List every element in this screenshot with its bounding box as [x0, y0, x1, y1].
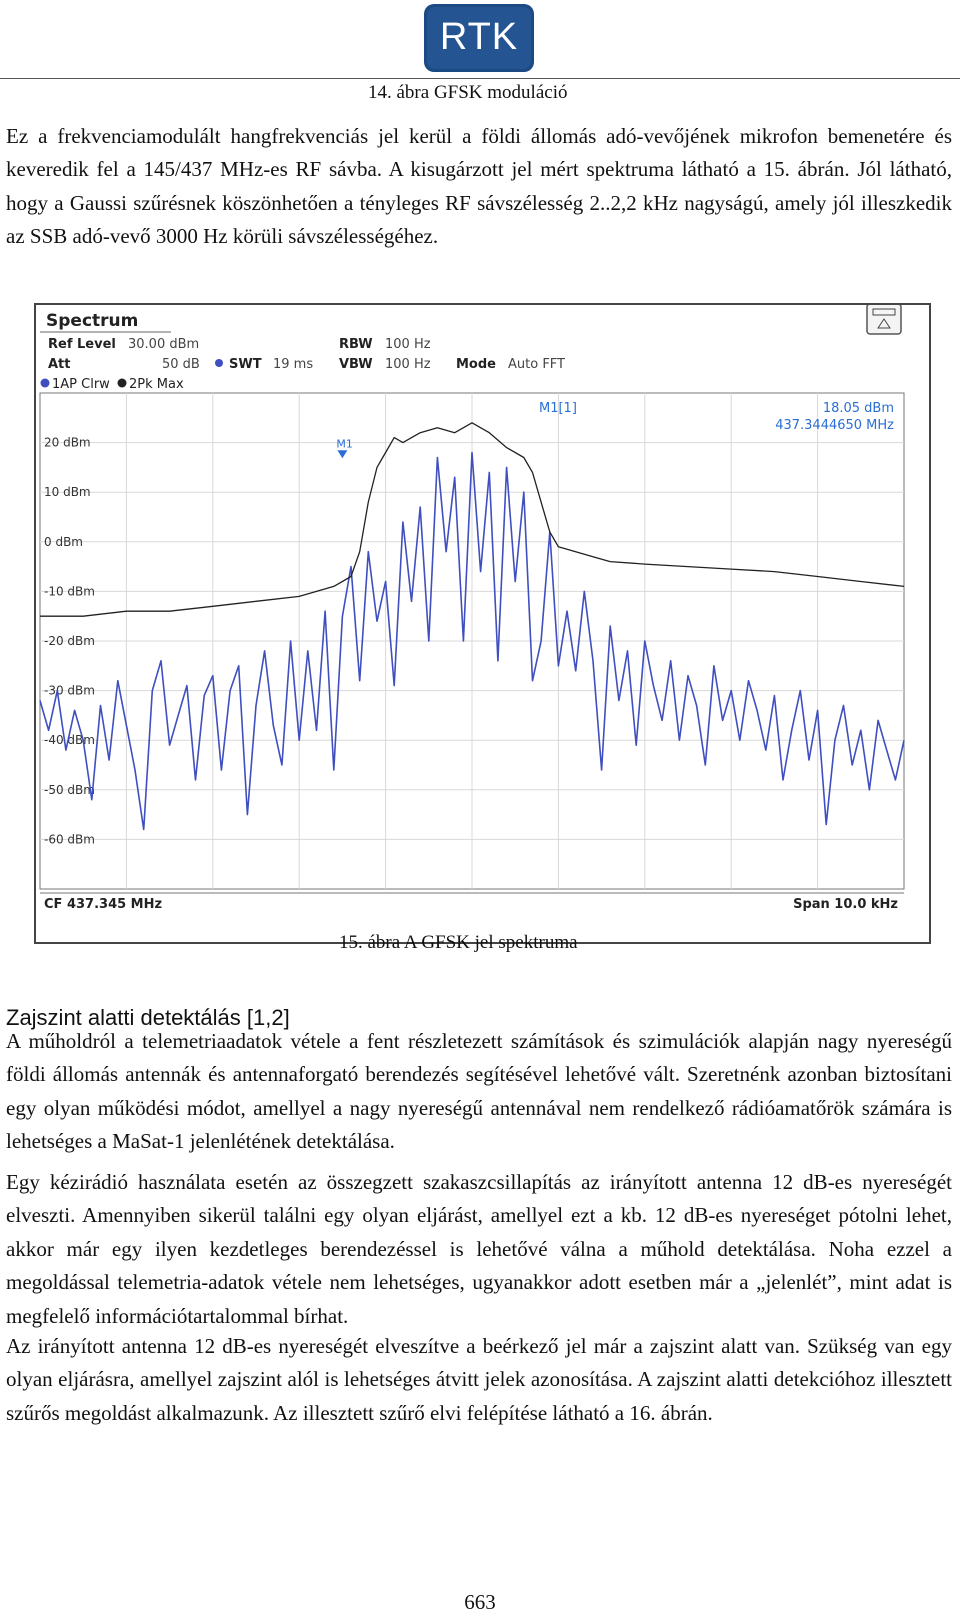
rbw-label: RBW [339, 337, 373, 352]
span-label: Span 10.0 kHz [793, 897, 898, 912]
trace2-legend: 2Pk Max [129, 377, 184, 392]
logo-text: RTK [439, 16, 519, 58]
page-number: 663 [464, 1590, 496, 1614]
y-tick-label: 20 dBm [44, 435, 91, 450]
y-tick-label: -40 dBm [44, 733, 95, 748]
vbw-label: VBW [339, 357, 373, 372]
y-tick-label: -30 dBm [44, 683, 95, 698]
trace1-legend: 1AP Clrw [52, 377, 110, 392]
center-frequency: CF 437.345 MHz [44, 897, 163, 912]
vbw-value: 100 Hz [385, 357, 431, 372]
paragraph-4: Az irányított antenna 12 dB-es nyereségét elveszítve a beérkező jel már a zajszint alatt van. Szükség van egy olyan eljárásra, amellyel zajszint alól is lehetséges átvitt jelek azonosítása. A zajszint alatti detekcióhoz illesztett szűrős megoldást alkalmazunk. Az illesztett szűrő elvi felépítése látható a 16. ábrán. [6, 1334, 952, 1425]
y-tick-label: -50 dBm [44, 782, 95, 797]
rbw-value: 100 Hz [385, 337, 431, 352]
att-value: 50 dB [162, 357, 200, 372]
y-tick-label: 0 dBm [44, 534, 83, 549]
paragraph-2: A műholdról a telemetriaadatok vétele a fent részletezett számítások és szimulációk alapján nagy nyereségű földi állomás antennák és antennaforgató berendezés segítésével lehetővé vált. Szeretnénk azonban biztosítani egy olyan működési módot, amellyel a nagy nyereségű antennával nem rendelkező rádióamatőrök számára is lehetséges a MaSat-1 jelenlétének detektálása. [6, 1029, 952, 1154]
section-heading: Zajszint alatti detektálás [1,2] [6, 1005, 290, 1030]
y-tick-labels [44, 436, 95, 847]
y-tick-label: 10 dBm [44, 485, 91, 500]
header-divider [0, 78, 960, 79]
trace2-dot-icon [118, 379, 127, 388]
marker-frequency: 437.3444650 MHz [775, 418, 894, 433]
ref-level-label: Ref Level [48, 337, 116, 352]
mode-value: Auto FFT [508, 357, 565, 372]
swt-value: 19 ms [273, 357, 314, 372]
ref-level-value: 30.00 dBm [128, 337, 200, 352]
mode-label: Mode [456, 357, 496, 372]
spectrum-analyzer-figure [34, 303, 931, 944]
marker-label: M1[1] [539, 401, 577, 416]
y-tick-label: -20 dBm [44, 634, 95, 648]
marker-glyph-label: M1 [336, 437, 353, 451]
trace1-dot-icon [41, 379, 50, 388]
swt-dot-icon [215, 359, 223, 367]
figure14-caption: 14. ábra GFSK moduláció [368, 82, 568, 103]
swt-label: SWT [229, 357, 262, 372]
figure15-caption: 15. ábra A GFSK jel spektruma [339, 932, 578, 953]
y-tick-label: -60 dBm [44, 832, 95, 847]
att-label: Att [48, 357, 71, 372]
spectrum-chart [36, 305, 929, 942]
paragraph-3: Egy kézirádió használata esetén az összegzett szakaszcsillapítás az irányított antenna 12 dB-es nyereségét elveszti. Amennyiben sikerül találni egy olyan eljárást, amellyel ezt a kb. 12 dB-es nyereséget pótolni lehet, akkor már egy ilyen kezdetleges berendezéssel is lehetővé válna a műhold detektálása. Noha ezzel a megoldással telemetria-adatok vétele nem lehetséges, ugyanakkor adott esetben már a „jelenlét”, mint adat is megfelelő információtartalommal bírhat. [6, 1170, 952, 1328]
paragraph-1: Ez a frekvenciamodulált hangfrekvenciás jel kerül a földi állomás adó-vevőjének mikrofon bemenetére és keveredik fel a 145/437 MHz-es RF sávba. A kisugárzott jel mért spektruma látható a 15. ábrán. Jól látható, hogy a Gaussi szűrésnek köszönhetően a tényleges RF sávszélesség 2..2,2 kHz nagyságú, amely jól illeszkedik az SSB adó-vevő 3000 Hz körüli sávszélességéhez. [6, 124, 952, 249]
analyzer-title: Spectrum [46, 311, 139, 331]
marker-level: 18.05 dBm [822, 401, 894, 416]
rtk-logo [424, 4, 534, 72]
y-tick-label: -10 dBm [44, 584, 95, 599]
